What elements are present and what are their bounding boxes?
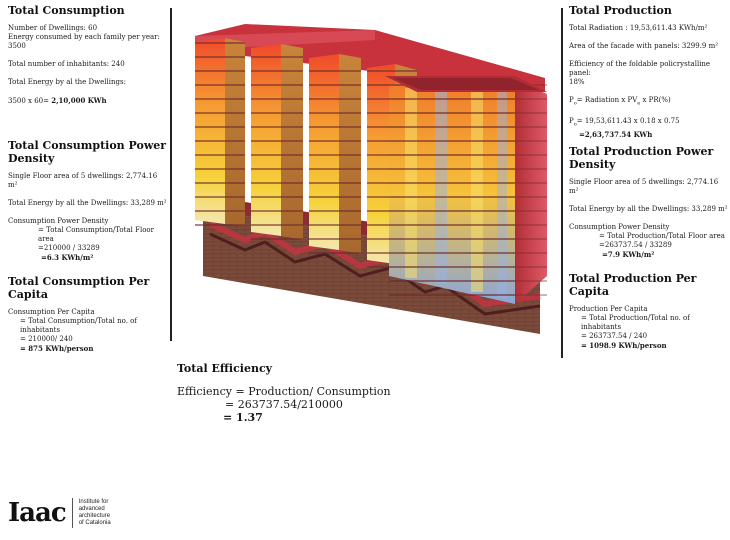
consumption-density-title: Total Consumption Power Density <box>8 139 167 165</box>
production-capita-title: Total Production Per Capita <box>569 271 697 298</box>
efficiency-formula: Efficiency = Production/ Consumption <box>177 385 391 398</box>
consumption-capita-formula: = Total Consumption/Total no. of inhabitants <box>20 317 137 334</box>
consumption-per-family: Energy consumed by each family per year: 3500 <box>8 33 160 50</box>
consumption-capita-label: Consumption Per Capita <box>8 308 95 316</box>
production-result: =2,63,737.54 KWh <box>579 129 653 139</box>
consumption-density-floor: Single Floor area of 5 dwellings: 2,774.16 m² <box>8 172 158 189</box>
production-density-result: =7.9 KWh/m² <box>602 249 655 259</box>
production-capita-result: = 1098.9 KWh/person <box>581 340 667 350</box>
production-efficiency-value: 18% <box>569 78 585 86</box>
production-calc: $P_o= 19,53,611.43$ x 0.18 x 0.75 <box>569 117 680 128</box>
consumption-capita-title: Total Consumption Per Capita <box>8 275 150 301</box>
production-radiation: Total Radiation : 19,53,611.43 KWh/m² <box>569 24 708 32</box>
right-column <box>569 4 729 350</box>
production-capita-formula: = Total Production/Total no. of inhabitants <box>581 313 690 331</box>
logo-mark: Iaac <box>8 498 66 528</box>
production-density-formula: = Total Production/Total Floor area <box>599 231 725 240</box>
efficiency-section <box>177 362 391 424</box>
production-formula: $P_o=$ Radiation x $PV_e$ x PR(%) <box>569 96 671 107</box>
production-facade-area: Area of the facade with panels: 3299.9 m² <box>569 42 719 50</box>
left-divider <box>170 8 172 341</box>
consumption-density-calc: =210000 / 33289 <box>38 244 100 252</box>
efficiency-result: = 1.37 <box>223 411 263 424</box>
production-capita-label: Production Per Capita <box>569 304 648 313</box>
consumption-density-energy: Total Energy by all the Dwellings: 33,289 m² <box>8 199 167 207</box>
consumption-density-result: =6.3 KWh/m² <box>41 253 94 262</box>
left-column <box>8 4 168 353</box>
production-density-label: Consumption Power Density <box>569 222 670 231</box>
consumption-dwellings: Number of Dwellings: 60 <box>8 24 98 32</box>
production-density-title: Total Production Power Density <box>569 144 714 171</box>
consumption-total-label: Total Energy by al the Dwellings: <box>8 78 126 86</box>
consumption-density-label: Consumption Power Density <box>8 217 109 225</box>
consumption-capita-calc: = 210000/ 240 <box>20 335 73 343</box>
production-density-calc: =263737.54 / 33289 <box>599 240 672 249</box>
logo-text: Institute for advanced architecture of Catalonia <box>78 499 111 526</box>
efficiency-title: Total Efficiency <box>177 362 273 375</box>
production-density-energy: Total Energy by all the Dwellings: 33,289 m² <box>569 204 728 213</box>
logo-separator <box>72 498 73 528</box>
right-divider <box>561 8 563 358</box>
consumption-inhabitants: Total number of inhabitants: 240 <box>8 60 125 68</box>
building-radiation-render <box>185 14 555 344</box>
production-capita-calc: = 263737.54 / 240 <box>581 331 648 340</box>
iaac-logo <box>8 498 111 528</box>
production-title: Total Production <box>569 4 672 17</box>
consumption-total-calc: 3500 x 60= 2,10,000 KWh <box>8 96 107 105</box>
consumption-capita-result: = 875 KWh/person <box>20 344 94 353</box>
consumption-title: Total Consumption <box>8 4 125 17</box>
efficiency-calc: = 263737.54/210000 <box>225 398 343 411</box>
production-density-floor: Single Floor area of 5 dwellings: 2,774.16 m² <box>569 177 719 195</box>
production-efficiency-label: Efficiency of the foldable policrystalline panel: <box>569 60 711 77</box>
consumption-density-formula: = Total Consumption/Total Floor area <box>38 226 154 243</box>
